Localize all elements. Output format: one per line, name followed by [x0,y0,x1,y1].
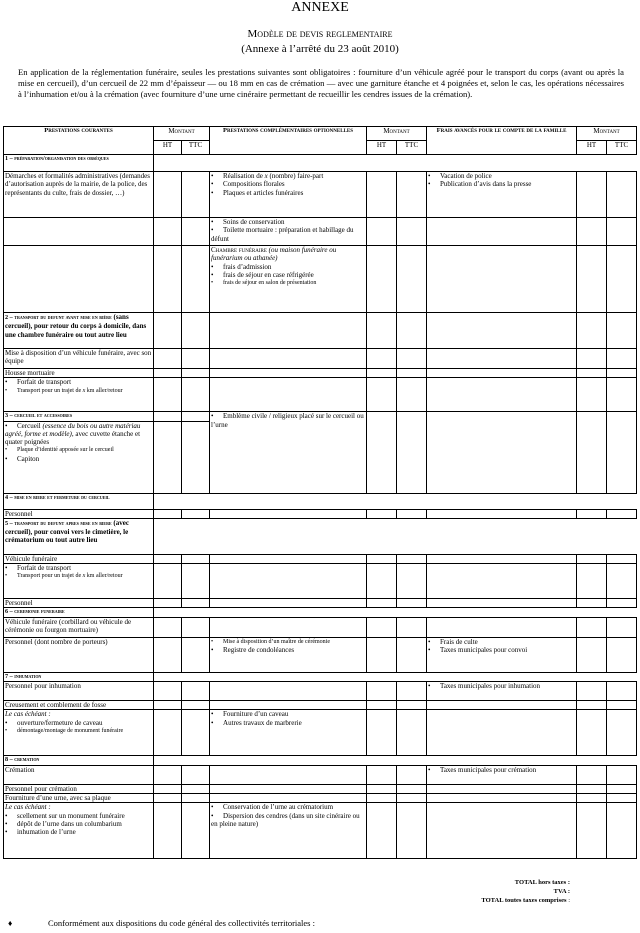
section-5-title: 5 – transport du defunt apres mise en biere (avec cercueil), pour convoi vers le cimetière, le crématorium ou tout autre lieu [4,518,154,554]
row-cremation: Crémation [4,765,154,784]
header-ttc-2: TTC [397,141,427,155]
total-ht: TOTAL hors taxes : [514,879,570,886]
total-tva: TVA : [553,888,570,895]
page-title: ANNEXE [291,0,349,15]
opt-chambre-funeraire: Chambre funéraire (ou maison funéraire ou funérarium ou athanée) • frais d’admission • frais de séjour en case réfrigérée • frais de séjour en salon de présentation [210,246,367,313]
frais-culte-convoi: • Frais de culte • Taxes municipales pour convoi [427,637,577,672]
quote-table [3,126,637,859]
diamond-icon: ♦ [8,918,13,928]
header-ttc-1: TTC [182,141,210,155]
row-personnel-6: Personnel (dont nombre de porteurs) [4,637,154,672]
row-vehicule-6: Véhicule funéraire (corbillard ou véhicule de cérémonie ou fourgon mortuaire) [4,617,154,637]
row-urne: Fourniture d’une urne, avec sa plaque [4,793,154,802]
frais-inhumation: • Taxes municipales pour inhumation [427,682,577,701]
opt-embleme: • Emblème civile / religieux placé sur le cercueil ou l’urne [210,412,367,493]
header-prestations-complementaires: Prestations complémentaires optionnelles [210,127,367,155]
row-personnel-4: Personnel [4,509,154,518]
header-frais-avances: Frais avancés pour le compte de la famille [427,127,577,155]
opt-urne-cendres: • Conservation de l’urne au crématorium • Dispersion des cendres (dans un site cinéraire ou en pleine nature) [210,803,367,859]
header-ht-1: HT [154,141,182,155]
header-prestations-courantes: Prestations courantes [4,127,154,155]
row-cas-echeant-8: Le cas échéant : • scellement sur un monument funéraire • dépôt de l’urne dans un columbarium • inhumation de l’urne [4,803,154,859]
row-transport-5: • Forfait de transport • Transport pour un trajet de x km aller/retour [4,564,154,599]
opt-caveau: • Fourniture d’un caveau • Autres travaux de marbrerie [210,710,367,756]
section-6-title: 6 – ceremonie funeraire [4,608,154,617]
footer-text: Conformément aux dispositions du code général des collectivités territoriales : [48,918,315,928]
row-creusement: Creusement et comblement de fosse [4,701,154,710]
total-ttc: TOTAL toutes taxes comprises : [481,897,570,904]
row-cercueil: • Cercueil (essence du bois ou autre matériau agréé, forme et modèle), avec cuvette étanche et quater poignées • Plaque d’identité apposée sur le cercueil • Capiton [4,421,154,493]
header-montant-2: Montant [367,127,427,141]
header-ht-3: HT [577,141,607,155]
section-7-title: 7 – inhumation [4,672,154,681]
opt-faire-part: • Réalisation de x (nombre) faire-part • Compositions florales • Plaques et articles funéraires [210,172,367,218]
section-1-title: 1 – préparation/organisation des obsèques [4,155,154,172]
section-3-title: 3 – cercueil et accessoires [4,412,154,421]
opt-ceremonie: • Mise à disposition d’un maître de cérémonie • Registre de condoléances [210,637,367,672]
header-montant-3: Montant [577,127,637,141]
intro-paragraph: En application de la réglementation funéraire, seules les prestations suivantes sont obligatoires : fourniture d’un véhicule agréé pour le transport du corps (avant ou après la mise en cercueil), d’un cercueil de 22 mm d’épaisseur — ou 18 mm en cas de crémation — avec une garniture étanche et 4 poignées et, selon le cas, les opérations nécessaires à l’inhumation et/ou à la crémation (avec fourniture d’une urne cinéraire permettant de recueillir les cendres issues de la crémation). [18,67,624,99]
row-vehicule-5: Véhicule funéraire [4,554,154,563]
section-2-title: 2 – transport du defunt avant mise en bière (sans cercueil), pour retour du corps à domicile, dans une chambre funéraire ou tout autre lieu [4,313,154,349]
section-4-title: 4 – mise en biere et fermeture du cercueil [4,493,154,509]
row-cas-echeant-7: Le cas échéant : • ouverture/fermeture de caveau • démontage/montage de monument funéraire [4,710,154,756]
page-subtitle: Modèle de devis reglementaire [247,28,393,40]
row-personnel-inhumation: Personnel pour inhumation [4,682,154,701]
row-transport-2: • Forfait de transport • Transport pour un trajet de x km aller/retour [4,378,154,412]
row-personnel-cremation: Personnel pour crémation [4,784,154,793]
row-personnel-5: Personnel [4,599,154,608]
frais-police-presse: • Vacation de police • Publication d’avis dans la presse [427,172,577,218]
header-ht-2: HT [367,141,397,155]
section-8-title: 8 – cremation [4,756,154,765]
header-montant-1: Montant [154,127,210,141]
page-subtitle-2: (Annexe à l’arrêté du 23 août 2010) [241,43,399,55]
row-housse: Housse mortuaire [4,369,154,378]
opt-soins-toilette: • Soins de conservation • Toilette mortuaire : préparation et habillage du défunt [210,218,367,246]
row-demarches: Démarches et formalités administratives (demandes d’autorisation auprès de la mairie, de la police, des représentants du culte, frais de dossier, …) [4,172,154,218]
row-vehicule-equipe: Mise à disposition d’un véhicule funéraire, avec son équipe [4,349,154,369]
header-ttc-3: TTC [607,141,637,155]
frais-cremation: • Taxes municipales pour crémation [427,765,577,784]
footer-note [8,918,315,928]
